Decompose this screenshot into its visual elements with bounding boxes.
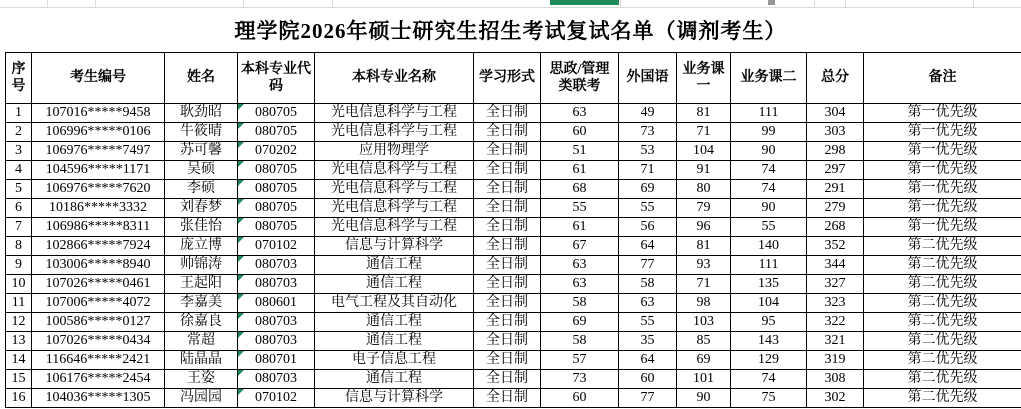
study-form-cell[interactable]: 全日制: [474, 123, 541, 142]
candidate-id-cell[interactable]: 10186*****3332: [32, 199, 165, 218]
seq-cell[interactable]: 4: [6, 161, 32, 180]
number-stored-as-text-marker-icon: [238, 218, 244, 224]
candidate-id-cell[interactable]: 107026*****0434: [32, 332, 165, 351]
course2-score-cell[interactable]: 111: [731, 104, 807, 123]
remark-cell[interactable]: 第二优先级: [864, 313, 1021, 332]
remark-cell[interactable]: 第一优先级: [864, 123, 1021, 142]
table-row: [6, 199, 1021, 218]
total-score-cell[interactable]: 302: [807, 389, 864, 408]
name-cell[interactable]: 张佳怡: [165, 218, 238, 237]
column-header-2[interactable]: 考生编号: [32, 53, 165, 104]
major-code-cell[interactable]: [238, 123, 315, 142]
major-code-text: 080705: [255, 181, 297, 196]
major-code-cell[interactable]: [238, 332, 315, 351]
foreign-lang-score-cell[interactable]: 35: [619, 332, 677, 351]
remark-cell[interactable]: 第二优先级: [864, 332, 1021, 351]
candidate-id-cell[interactable]: 107016*****9458: [32, 104, 165, 123]
major-code-text: 080601: [255, 295, 297, 310]
major-code-cell[interactable]: [238, 294, 315, 313]
study-form-cell[interactable]: 全日制: [474, 180, 541, 199]
grid-line: [845, 0, 846, 8]
column-header-4[interactable]: 本科专业代码: [238, 53, 315, 104]
course2-score-cell[interactable]: 74: [731, 180, 807, 199]
course1-score-cell[interactable]: 103: [677, 313, 731, 332]
major-code-text: 080705: [255, 219, 297, 234]
column-header-12[interactable]: 备注: [864, 53, 1021, 104]
candidate-id-cell[interactable]: 104036*****1305: [32, 389, 165, 408]
major-code-cell[interactable]: [238, 313, 315, 332]
column-header-7[interactable]: 思政/管理类联考: [541, 53, 619, 104]
major-code-cell[interactable]: [238, 104, 315, 123]
table-row: [6, 351, 1021, 370]
major-name-cell[interactable]: 光电信息科学与工程: [315, 161, 474, 180]
course2-score-cell[interactable]: 90: [731, 199, 807, 218]
politics-score-cell[interactable]: 67: [541, 237, 619, 256]
foreign-lang-score-cell[interactable]: 60: [619, 370, 677, 389]
major-name-cell[interactable]: 光电信息科学与工程: [315, 104, 474, 123]
foreign-lang-score-cell[interactable]: 56: [619, 218, 677, 237]
course1-score-cell[interactable]: 71: [677, 123, 731, 142]
table-row: [6, 180, 1021, 199]
table-row: [6, 332, 1021, 351]
candidate-id-cell[interactable]: 106996*****0106: [32, 123, 165, 142]
table-row: [6, 256, 1021, 275]
major-name-cell[interactable]: 通信工程: [315, 275, 474, 294]
grid-line: [814, 0, 815, 8]
name-cell[interactable]: 耿劲昭: [165, 104, 238, 123]
major-name-cell[interactable]: 电气工程及其自动化: [315, 294, 474, 313]
major-code-text: 080703: [255, 333, 297, 348]
column-header-11[interactable]: 总分: [807, 53, 864, 104]
course2-score-cell[interactable]: 104: [731, 294, 807, 313]
number-stored-as-text-marker-icon: [238, 389, 244, 395]
major-name-cell[interactable]: 电子信息工程: [315, 351, 474, 370]
total-score-cell[interactable]: 327: [807, 275, 864, 294]
study-form-cell[interactable]: 全日制: [474, 294, 541, 313]
seq-cell[interactable]: 11: [6, 294, 32, 313]
course2-score-cell[interactable]: 74: [731, 161, 807, 180]
number-stored-as-text-marker-icon: [238, 275, 244, 281]
foreign-lang-score-cell[interactable]: 64: [619, 237, 677, 256]
study-form-cell[interactable]: 全日制: [474, 256, 541, 275]
remark-cell[interactable]: 第一优先级: [864, 104, 1021, 123]
name-cell[interactable]: 帅锦涛: [165, 256, 238, 275]
major-code-cell[interactable]: [238, 389, 315, 408]
politics-score-cell[interactable]: 60: [541, 389, 619, 408]
remark-cell[interactable]: 第一优先级: [864, 199, 1021, 218]
politics-score-cell[interactable]: 61: [541, 218, 619, 237]
major-name-cell[interactable]: 通信工程: [315, 256, 474, 275]
study-form-cell[interactable]: 全日制: [474, 104, 541, 123]
course1-score-cell[interactable]: 101: [677, 370, 731, 389]
politics-score-cell[interactable]: 63: [541, 256, 619, 275]
candidate-id-cell[interactable]: 106176*****2454: [32, 370, 165, 389]
politics-score-cell[interactable]: 58: [541, 294, 619, 313]
course2-score-cell[interactable]: 75: [731, 389, 807, 408]
foreign-lang-score-cell[interactable]: 71: [619, 161, 677, 180]
course2-score-cell[interactable]: 90: [731, 142, 807, 161]
major-code-text: 080705: [255, 162, 297, 177]
remark-cell[interactable]: 第二优先级: [864, 351, 1021, 370]
foreign-lang-score-cell[interactable]: 64: [619, 351, 677, 370]
title-bar: [0, 8, 1021, 52]
table-row: [6, 104, 1021, 123]
major-code-cell[interactable]: [238, 370, 315, 389]
table-row: [6, 389, 1021, 408]
candidate-id-cell[interactable]: 107006*****4072: [32, 294, 165, 313]
major-name-cell[interactable]: 光电信息科学与工程: [315, 199, 474, 218]
study-form-cell[interactable]: 全日制: [474, 370, 541, 389]
total-score-cell[interactable]: 308: [807, 370, 864, 389]
column-header-10[interactable]: 业务课二: [731, 53, 807, 104]
page-title: 理学院2026年硕士研究生招生考试复试名单（调剂考生）: [234, 19, 787, 43]
course1-score-cell[interactable]: 81: [677, 237, 731, 256]
major-name-cell[interactable]: 通信工程: [315, 370, 474, 389]
table-row: [6, 123, 1021, 142]
total-score-cell[interactable]: 297: [807, 161, 864, 180]
candidate-id-cell[interactable]: 100586*****0127: [32, 313, 165, 332]
total-score-cell[interactable]: 291: [807, 180, 864, 199]
course1-score-cell[interactable]: 80: [677, 180, 731, 199]
politics-score-cell[interactable]: 58: [541, 332, 619, 351]
politics-score-cell[interactable]: 63: [541, 275, 619, 294]
study-form-cell[interactable]: 全日制: [474, 275, 541, 294]
course2-score-cell[interactable]: 99: [731, 123, 807, 142]
study-form-cell[interactable]: 全日制: [474, 199, 541, 218]
course2-score-cell[interactable]: 55: [731, 218, 807, 237]
course2-score-cell[interactable]: 143: [731, 332, 807, 351]
candidates-table: [5, 52, 1021, 408]
name-cell[interactable]: 冯园园: [165, 389, 238, 408]
major-code-cell[interactable]: [238, 351, 315, 370]
remark-cell[interactable]: 第二优先级: [864, 237, 1021, 256]
course2-score-cell[interactable]: 140: [731, 237, 807, 256]
major-code-text: 080705: [255, 200, 297, 215]
major-code-text: 070202: [255, 143, 297, 158]
politics-score-cell[interactable]: 57: [541, 351, 619, 370]
grid-line: [47, 0, 48, 8]
name-cell[interactable]: 牛筱晴: [165, 123, 238, 142]
seq-cell[interactable]: 15: [6, 370, 32, 389]
major-code-cell[interactable]: [238, 199, 315, 218]
number-stored-as-text-marker-icon: [238, 294, 244, 300]
number-stored-as-text-marker-icon: [238, 370, 244, 376]
seq-cell[interactable]: 1: [6, 104, 32, 123]
number-stored-as-text-marker-icon: [238, 351, 244, 357]
politics-score-cell[interactable]: 68: [541, 180, 619, 199]
name-cell[interactable]: 庞立博: [165, 237, 238, 256]
spreadsheet-grid-remnant: [0, 0, 1021, 8]
seq-cell[interactable]: 10: [6, 275, 32, 294]
study-form-cell[interactable]: 全日制: [474, 218, 541, 237]
foreign-lang-score-cell[interactable]: 77: [619, 389, 677, 408]
name-cell[interactable]: 吴硕: [165, 161, 238, 180]
remark-cell[interactable]: 第一优先级: [864, 180, 1021, 199]
name-cell[interactable]: 王起阳: [165, 275, 238, 294]
major-code-cell[interactable]: [238, 275, 315, 294]
seq-cell[interactable]: 12: [6, 313, 32, 332]
number-stored-as-text-marker-icon: [238, 313, 244, 319]
grid-line: [973, 0, 974, 8]
number-stored-as-text-marker-icon: [238, 161, 244, 167]
foreign-lang-score-cell[interactable]: 55: [619, 199, 677, 218]
total-score-cell[interactable]: 352: [807, 237, 864, 256]
seq-cell[interactable]: 5: [6, 180, 32, 199]
column-header-1[interactable]: 序号: [6, 53, 32, 104]
name-cell[interactable]: 李嘉美: [165, 294, 238, 313]
major-code-cell[interactable]: [238, 218, 315, 237]
major-code-cell[interactable]: [238, 237, 315, 256]
clipped-text-remnant: [768, 0, 775, 5]
major-code-text: 070102: [255, 238, 297, 253]
number-stored-as-text-marker-icon: [238, 142, 244, 148]
seq-cell[interactable]: 6: [6, 199, 32, 218]
remark-cell[interactable]: 第二优先级: [864, 294, 1021, 313]
number-stored-as-text-marker-icon: [238, 123, 244, 129]
politics-score-cell[interactable]: 61: [541, 161, 619, 180]
remark-cell[interactable]: 第二优先级: [864, 275, 1021, 294]
seq-cell[interactable]: 16: [6, 389, 32, 408]
course1-score-cell[interactable]: 93: [677, 256, 731, 275]
course2-score-cell[interactable]: 135: [731, 275, 807, 294]
table-row: [6, 142, 1021, 161]
table-row: [6, 218, 1021, 237]
major-code-cell[interactable]: [238, 180, 315, 199]
study-form-cell[interactable]: 全日制: [474, 389, 541, 408]
name-cell[interactable]: 王姿: [165, 370, 238, 389]
study-form-cell[interactable]: 全日制: [474, 332, 541, 351]
grid-line: [243, 0, 244, 8]
candidate-id-cell[interactable]: 103006*****8940: [32, 256, 165, 275]
major-code-cell[interactable]: [238, 142, 315, 161]
major-code-text: 070102: [255, 390, 297, 405]
course1-score-cell[interactable]: 81: [677, 104, 731, 123]
course1-score-cell[interactable]: 104: [677, 142, 731, 161]
table-body: [6, 104, 1021, 408]
table-row: [6, 237, 1021, 256]
candidate-id-cell[interactable]: 102866*****7924: [32, 237, 165, 256]
number-stored-as-text-marker-icon: [238, 256, 244, 262]
politics-score-cell[interactable]: 63: [541, 104, 619, 123]
seq-cell[interactable]: 13: [6, 332, 32, 351]
foreign-lang-score-cell[interactable]: 77: [619, 256, 677, 275]
candidate-id-cell[interactable]: 106976*****7497: [32, 142, 165, 161]
column-header-5[interactable]: 本科专业名称: [315, 53, 474, 104]
course1-score-cell[interactable]: 85: [677, 332, 731, 351]
course1-score-cell[interactable]: 79: [677, 199, 731, 218]
grid-line: [95, 0, 96, 8]
study-form-cell[interactable]: 全日制: [474, 351, 541, 370]
number-stored-as-text-marker-icon: [238, 332, 244, 338]
foreign-lang-score-cell[interactable]: 63: [619, 294, 677, 313]
sheet-tab-underline: [550, 0, 619, 5]
name-cell[interactable]: 徐嘉良: [165, 313, 238, 332]
candidate-id-cell[interactable]: 106976*****7620: [32, 180, 165, 199]
name-cell[interactable]: 陆晶晶: [165, 351, 238, 370]
politics-score-cell[interactable]: 51: [541, 142, 619, 161]
major-name-cell[interactable]: 光电信息科学与工程: [315, 180, 474, 199]
course2-score-cell[interactable]: 129: [731, 351, 807, 370]
total-score-cell[interactable]: 323: [807, 294, 864, 313]
total-score-cell[interactable]: 344: [807, 256, 864, 275]
total-score-cell[interactable]: 304: [807, 104, 864, 123]
study-form-cell[interactable]: 全日制: [474, 161, 541, 180]
total-score-cell[interactable]: 298: [807, 142, 864, 161]
name-cell[interactable]: 苏可馨: [165, 142, 238, 161]
seq-cell[interactable]: 7: [6, 218, 32, 237]
header-row: [6, 53, 1021, 104]
number-stored-as-text-marker-icon: [238, 199, 244, 205]
total-score-cell[interactable]: 319: [807, 351, 864, 370]
politics-score-cell[interactable]: 73: [541, 370, 619, 389]
column-header-8[interactable]: 外国语: [619, 53, 677, 104]
column-header-3[interactable]: 姓名: [165, 53, 238, 104]
seq-cell[interactable]: 14: [6, 351, 32, 370]
seq-cell[interactable]: 2: [6, 123, 32, 142]
column-header-9[interactable]: 业务课一: [677, 53, 731, 104]
major-name-cell[interactable]: 信息与计算科学: [315, 389, 474, 408]
foreign-lang-score-cell[interactable]: 55: [619, 313, 677, 332]
course2-score-cell[interactable]: 74: [731, 370, 807, 389]
study-form-cell[interactable]: 全日制: [474, 313, 541, 332]
table-row: [6, 161, 1021, 180]
course1-score-cell[interactable]: 69: [677, 351, 731, 370]
remark-cell[interactable]: 第二优先级: [864, 256, 1021, 275]
name-cell[interactable]: 李硕: [165, 180, 238, 199]
total-score-cell[interactable]: 322: [807, 313, 864, 332]
column-header-6[interactable]: 学习形式: [474, 53, 541, 104]
foreign-lang-score-cell[interactable]: 58: [619, 275, 677, 294]
table-row: [6, 275, 1021, 294]
candidate-id-cell[interactable]: 104596*****1171: [32, 161, 165, 180]
course1-score-cell[interactable]: 96: [677, 218, 731, 237]
course2-score-cell[interactable]: 95: [731, 313, 807, 332]
major-code-cell[interactable]: [238, 161, 315, 180]
seq-cell[interactable]: 9: [6, 256, 32, 275]
course1-score-cell[interactable]: 71: [677, 275, 731, 294]
foreign-lang-score-cell[interactable]: 73: [619, 123, 677, 142]
major-name-cell[interactable]: 光电信息科学与工程: [315, 218, 474, 237]
course2-score-cell[interactable]: 111: [731, 256, 807, 275]
foreign-lang-score-cell[interactable]: 69: [619, 180, 677, 199]
study-form-cell[interactable]: 全日制: [474, 142, 541, 161]
number-stored-as-text-marker-icon: [238, 104, 244, 110]
grid-line: [332, 0, 333, 8]
name-cell[interactable]: 刘春梦: [165, 199, 238, 218]
table-row: [6, 370, 1021, 389]
total-score-cell[interactable]: 268: [807, 218, 864, 237]
major-code-text: 080703: [255, 276, 297, 291]
major-name-cell[interactable]: 通信工程: [315, 332, 474, 351]
foreign-lang-score-cell[interactable]: 49: [619, 104, 677, 123]
major-code-text: 080705: [255, 105, 297, 120]
number-stored-as-text-marker-icon: [238, 180, 244, 186]
major-code-cell[interactable]: [238, 256, 315, 275]
course1-score-cell[interactable]: 90: [677, 389, 731, 408]
total-score-cell[interactable]: 321: [807, 332, 864, 351]
major-name-cell[interactable]: 通信工程: [315, 313, 474, 332]
grid-line: [620, 0, 621, 8]
name-cell[interactable]: 常超: [165, 332, 238, 351]
remark-cell[interactable]: 第一优先级: [864, 161, 1021, 180]
seq-cell[interactable]: 8: [6, 237, 32, 256]
remark-cell[interactable]: 第二优先级: [864, 389, 1021, 408]
foreign-lang-score-cell[interactable]: 53: [619, 142, 677, 161]
remark-cell[interactable]: 第二优先级: [864, 370, 1021, 389]
major-name-cell[interactable]: 信息与计算科学: [315, 237, 474, 256]
table-row: [6, 313, 1021, 332]
major-name-cell[interactable]: 光电信息科学与工程: [315, 123, 474, 142]
major-name-cell[interactable]: 应用物理学: [315, 142, 474, 161]
candidate-id-cell[interactable]: 106986*****8311: [32, 218, 165, 237]
candidate-id-cell[interactable]: 116646*****2421: [32, 351, 165, 370]
major-code-text: 080703: [255, 314, 297, 329]
study-form-cell[interactable]: 全日制: [474, 237, 541, 256]
course1-score-cell[interactable]: 98: [677, 294, 731, 313]
major-code-text: 080703: [255, 257, 297, 272]
seq-cell[interactable]: 3: [6, 142, 32, 161]
course1-score-cell[interactable]: 91: [677, 161, 731, 180]
politics-score-cell[interactable]: 60: [541, 123, 619, 142]
total-score-cell[interactable]: 279: [807, 199, 864, 218]
politics-score-cell[interactable]: 55: [541, 199, 619, 218]
number-stored-as-text-marker-icon: [238, 237, 244, 243]
total-score-cell[interactable]: 303: [807, 123, 864, 142]
candidate-id-cell[interactable]: 107026*****0461: [32, 275, 165, 294]
remark-cell[interactable]: 第一优先级: [864, 142, 1021, 161]
table-row: [6, 294, 1021, 313]
major-code-text: 080701: [255, 352, 297, 367]
politics-score-cell[interactable]: 69: [541, 313, 619, 332]
remark-cell[interactable]: 第一优先级: [864, 218, 1021, 237]
major-code-text: 080705: [255, 124, 297, 139]
major-code-text: 080703: [255, 371, 297, 386]
